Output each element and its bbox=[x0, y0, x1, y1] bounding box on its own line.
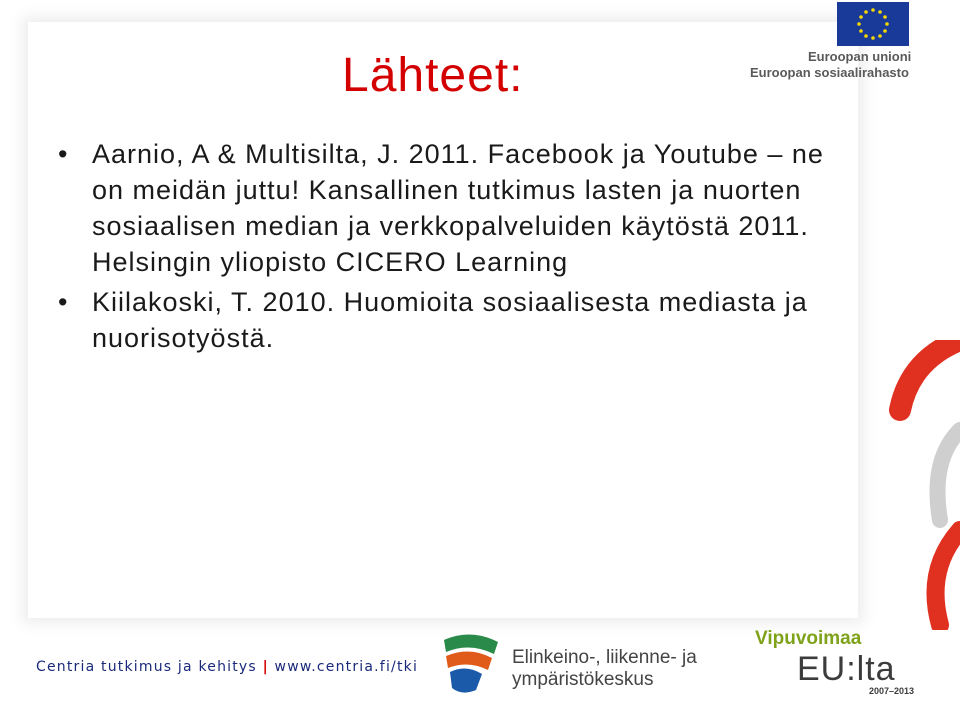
reference-list bbox=[58, 136, 828, 360]
footer-separator: | bbox=[262, 659, 269, 675]
slide-title: Lähteet: bbox=[342, 49, 524, 102]
eu-logo-line2: Euroopan sosiaalirahasto bbox=[750, 65, 909, 80]
eu-logo bbox=[750, 0, 960, 84]
bullet: • bbox=[58, 287, 69, 317]
eu-logo-line1: Euroopan unioni bbox=[808, 49, 912, 64]
ely-line2: ympäristökeskus bbox=[512, 669, 654, 690]
footer-org: Centria tutkimus ja kehitys bbox=[36, 659, 257, 675]
reference-item bbox=[58, 136, 828, 280]
vipuvoimaa-eu-text: EU:lta bbox=[797, 650, 896, 688]
decorative-arcs bbox=[870, 340, 960, 630]
ely-logo-text bbox=[512, 647, 712, 691]
vipuvoimaa-logo bbox=[735, 620, 960, 709]
bullet: • bbox=[58, 139, 69, 169]
reference-item bbox=[58, 284, 828, 356]
ely-line1: Elinkeino-, liikenne- ja bbox=[512, 647, 697, 668]
ely-logo-icon bbox=[436, 630, 506, 700]
eu-flag-icon bbox=[837, 2, 909, 46]
footer-url[interactable]: www.centria.fi/tki bbox=[274, 659, 419, 675]
vipuvoimaa-title: Vipuvoimaa bbox=[755, 628, 862, 649]
footer bbox=[36, 659, 418, 675]
vipuvoimaa-years: 2007–2013 bbox=[869, 686, 915, 696]
reference-text: Aarnio, A & Multisilta, J. 2011. Facebook ja Youtube – ne on meidän juttu! Kansallinen tutkimus lasten ja nuorten sosiaalisen median ja verkkopalveluiden käytöstä 2011. Helsingin yliopisto CICERO Learning bbox=[92, 139, 824, 277]
reference-text: Kiilakoski, T. 2010. Huomioita sosiaalisesta mediasta ja nuorisotyöstä. bbox=[92, 287, 808, 353]
